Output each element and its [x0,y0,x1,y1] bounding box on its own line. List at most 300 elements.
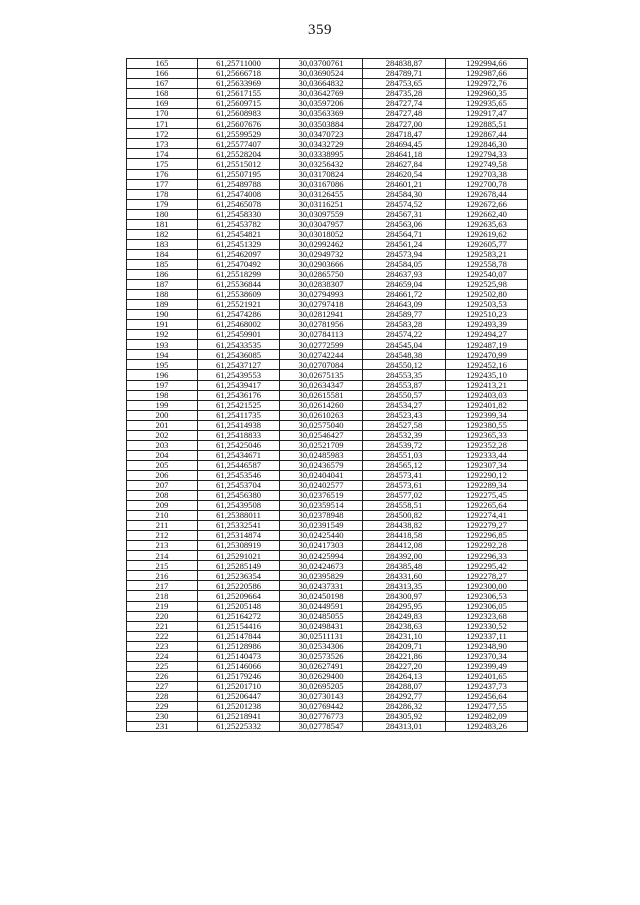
table-row [127,59,528,69]
y-coordinate-cell: 1292352,28 [446,440,528,450]
latitude-cell: 61,25154416 [198,621,280,631]
longitude-cell: 30,02627491 [280,661,363,671]
longitude-cell: 30,03563369 [280,109,363,119]
y-coordinate-cell: 1292452,16 [446,360,528,370]
point-number-cell: 180 [127,209,198,219]
latitude-cell: 61,25236354 [198,571,280,581]
x-coordinate-cell: 284694,45 [363,139,446,149]
x-coordinate-cell: 284583,28 [363,320,446,330]
latitude-cell: 61,25458330 [198,209,280,219]
longitude-cell: 30,02812941 [280,310,363,320]
table-row [127,581,528,591]
x-coordinate-cell: 284637,93 [363,269,446,279]
x-coordinate-cell: 284527,58 [363,420,446,430]
x-coordinate-cell: 284392,00 [363,551,446,561]
y-coordinate-cell: 1292278,27 [446,571,528,581]
longitude-cell: 30,02437331 [280,581,363,591]
y-coordinate-cell: 1292482,09 [446,712,528,722]
point-number-cell: 228 [127,691,198,701]
x-coordinate-cell: 284718,47 [363,129,446,139]
longitude-cell: 30,02395829 [280,571,363,581]
table-row [127,179,528,189]
y-coordinate-cell: 1292494,27 [446,330,528,340]
latitude-cell: 61,25474286 [198,310,280,320]
latitude-cell: 61,25128986 [198,641,280,651]
y-coordinate-cell: 1292435,10 [446,370,528,380]
longitude-cell: 30,02378948 [280,511,363,521]
longitude-cell: 30,03664832 [280,79,363,89]
point-number-cell: 225 [127,661,198,671]
longitude-cell: 30,02781956 [280,320,363,330]
longitude-cell: 30,02707084 [280,360,363,370]
latitude-cell: 61,25609715 [198,99,280,109]
latitude-cell: 61,25314874 [198,531,280,541]
point-number-cell: 222 [127,631,198,641]
latitude-cell: 61,25470492 [198,259,280,269]
table-row [127,129,528,139]
table-row [127,290,528,300]
latitude-cell: 61,25465078 [198,199,280,209]
point-number-cell: 173 [127,139,198,149]
y-coordinate-cell: 1292370,34 [446,651,528,661]
x-coordinate-cell: 284563,06 [363,219,446,229]
longitude-cell: 30,02498431 [280,621,363,631]
point-number-cell: 185 [127,259,198,269]
longitude-cell: 30,02695205 [280,681,363,691]
longitude-cell: 30,03116251 [280,199,363,209]
coordinates-table-body [127,59,528,732]
table-row [127,340,528,350]
longitude-cell: 30,02865750 [280,269,363,279]
point-number-cell: 231 [127,722,198,732]
y-coordinate-cell: 1292300,00 [446,581,528,591]
y-coordinate-cell: 1292296,85 [446,531,528,541]
x-coordinate-cell: 284661,72 [363,290,446,300]
table-row [127,531,528,541]
y-coordinate-cell: 1292401,65 [446,671,528,681]
table-row [127,561,528,571]
longitude-cell: 30,02634347 [280,380,363,390]
longitude-cell: 30,02485983 [280,450,363,460]
point-number-cell: 201 [127,420,198,430]
table-row [127,380,528,390]
longitude-cell: 30,02615581 [280,390,363,400]
longitude-cell: 30,02769442 [280,702,363,712]
point-number-cell: 174 [127,149,198,159]
y-coordinate-cell: 1292296,33 [446,551,528,561]
latitude-cell: 61,25439553 [198,370,280,380]
table-row [127,691,528,701]
y-coordinate-cell: 1292703,38 [446,169,528,179]
table-row [127,149,528,159]
point-number-cell: 167 [127,79,198,89]
x-coordinate-cell: 284548,38 [363,350,446,360]
table-row [127,269,528,279]
x-coordinate-cell: 284553,35 [363,370,446,380]
longitude-cell: 30,03097559 [280,209,363,219]
table-row [127,651,528,661]
latitude-cell: 61,25285149 [198,561,280,571]
y-coordinate-cell: 1292917,47 [446,109,528,119]
x-coordinate-cell: 284551,03 [363,450,446,460]
latitude-cell: 61,25538609 [198,290,280,300]
table-row [127,440,528,450]
table-row [127,551,528,561]
point-number-cell: 209 [127,501,198,511]
x-coordinate-cell: 284221,86 [363,651,446,661]
x-coordinate-cell: 284545,04 [363,340,446,350]
x-coordinate-cell: 284627,84 [363,159,446,169]
y-coordinate-cell: 1292275,45 [446,491,528,501]
point-number-cell: 189 [127,300,198,310]
point-number-cell: 168 [127,89,198,99]
table-row [127,159,528,169]
latitude-cell: 61,25418833 [198,430,280,440]
longitude-cell: 30,03690524 [280,69,363,79]
y-coordinate-cell: 1292279,27 [446,521,528,531]
longitude-cell: 30,02575040 [280,420,363,430]
point-number-cell: 198 [127,390,198,400]
point-number-cell: 172 [127,129,198,139]
table-row [127,681,528,691]
y-coordinate-cell: 1292867,44 [446,129,528,139]
point-number-cell: 211 [127,521,198,531]
point-number-cell: 193 [127,340,198,350]
point-number-cell: 166 [127,69,198,79]
x-coordinate-cell: 284238,63 [363,621,446,631]
table-row [127,511,528,521]
x-coordinate-cell: 284286,32 [363,702,446,712]
latitude-cell: 61,25666718 [198,69,280,79]
point-number-cell: 181 [127,219,198,229]
longitude-cell: 30,02797418 [280,300,363,310]
y-coordinate-cell: 1292885,51 [446,119,528,129]
y-coordinate-cell: 1292994,66 [446,59,528,69]
latitude-cell: 61,25518299 [198,269,280,279]
table-row [127,480,528,490]
table-row [127,280,528,290]
table-row [127,229,528,239]
longitude-cell: 30,02772599 [280,340,363,350]
latitude-cell: 61,25515012 [198,159,280,169]
table-row [127,390,528,400]
latitude-cell: 61,25577407 [198,139,280,149]
y-coordinate-cell: 1292365,33 [446,430,528,440]
x-coordinate-cell: 284550,12 [363,360,446,370]
table-row [127,541,528,551]
x-coordinate-cell: 284789,71 [363,69,446,79]
x-coordinate-cell: 284550,57 [363,390,446,400]
longitude-cell: 30,03018052 [280,229,363,239]
latitude-cell: 61,25507195 [198,169,280,179]
longitude-cell: 30,02546427 [280,430,363,440]
x-coordinate-cell: 284584,05 [363,259,446,269]
x-coordinate-cell: 284561,24 [363,239,446,249]
longitude-cell: 30,03503884 [280,119,363,129]
point-number-cell: 165 [127,59,198,69]
latitude-cell: 61,25462097 [198,249,280,259]
latitude-cell: 61,25459901 [198,330,280,340]
y-coordinate-cell: 1292333,44 [446,450,528,460]
point-number-cell: 169 [127,99,198,109]
longitude-cell: 30,02675135 [280,370,363,380]
x-coordinate-cell: 284727,00 [363,119,446,129]
x-coordinate-cell: 284209,71 [363,641,446,651]
latitude-cell: 61,25436085 [198,350,280,360]
point-number-cell: 229 [127,702,198,712]
y-coordinate-cell: 1292401,82 [446,400,528,410]
x-coordinate-cell: 284558,51 [363,501,446,511]
point-number-cell: 196 [127,370,198,380]
x-coordinate-cell: 284659,04 [363,280,446,290]
y-coordinate-cell: 1292380,55 [446,420,528,430]
longitude-cell: 30,02903666 [280,259,363,269]
x-coordinate-cell: 284584,30 [363,189,446,199]
point-number-cell: 224 [127,651,198,661]
table-row [127,89,528,99]
y-coordinate-cell: 1292972,76 [446,79,528,89]
table-row [127,641,528,651]
y-coordinate-cell: 1292619,62 [446,229,528,239]
x-coordinate-cell: 284313,01 [363,722,446,732]
point-number-cell: 226 [127,671,198,681]
x-coordinate-cell: 284385,48 [363,561,446,571]
y-coordinate-cell: 1292477,55 [446,702,528,712]
table-row [127,249,528,259]
latitude-cell: 61,25388011 [198,511,280,521]
x-coordinate-cell: 284412,08 [363,541,446,551]
latitude-cell: 61,25205148 [198,601,280,611]
latitude-cell: 61,25528204 [198,149,280,159]
latitude-cell: 61,25607676 [198,119,280,129]
longitude-cell: 30,02784113 [280,330,363,340]
table-row [127,169,528,179]
x-coordinate-cell: 284735,28 [363,89,446,99]
y-coordinate-cell: 1292483,26 [446,722,528,732]
point-number-cell: 205 [127,460,198,470]
point-number-cell: 221 [127,621,198,631]
latitude-cell: 61,25206447 [198,691,280,701]
longitude-cell: 30,02511131 [280,631,363,641]
latitude-cell: 61,25411735 [198,410,280,420]
point-number-cell: 212 [127,531,198,541]
point-number-cell: 215 [127,561,198,571]
table-row [127,430,528,440]
point-number-cell: 188 [127,290,198,300]
latitude-cell: 61,25332541 [198,521,280,531]
y-coordinate-cell: 1292470,99 [446,350,528,360]
table-row [127,470,528,480]
y-coordinate-cell: 1292399,49 [446,661,528,671]
table-row [127,330,528,340]
latitude-cell: 61,25425046 [198,440,280,450]
latitude-cell: 61,25456380 [198,491,280,501]
longitude-cell: 30,02425440 [280,531,363,541]
latitude-cell: 61,25147844 [198,631,280,641]
longitude-cell: 30,03338995 [280,149,363,159]
point-number-cell: 195 [127,360,198,370]
table-row [127,621,528,631]
table-row [127,189,528,199]
y-coordinate-cell: 1292306,05 [446,601,528,611]
longitude-cell: 30,02359514 [280,501,363,511]
point-number-cell: 219 [127,601,198,611]
point-number-cell: 184 [127,249,198,259]
latitude-cell: 61,25468002 [198,320,280,330]
longitude-cell: 30,02610263 [280,410,363,420]
y-coordinate-cell: 1292493,39 [446,320,528,330]
x-coordinate-cell: 284727,74 [363,99,446,109]
y-coordinate-cell: 1292290,12 [446,470,528,480]
table-row [127,209,528,219]
latitude-cell: 61,25608983 [198,109,280,119]
point-number-cell: 182 [127,229,198,239]
longitude-cell: 30,02449591 [280,601,363,611]
latitude-cell: 61,25179246 [198,671,280,681]
y-coordinate-cell: 1292487,19 [446,340,528,350]
x-coordinate-cell: 284331,60 [363,571,446,581]
latitude-cell: 61,25164272 [198,611,280,621]
latitude-cell: 61,25421525 [198,400,280,410]
longitude-cell: 30,02450198 [280,591,363,601]
point-number-cell: 217 [127,581,198,591]
latitude-cell: 61,25453704 [198,480,280,490]
point-number-cell: 210 [127,511,198,521]
latitude-cell: 61,25439508 [198,501,280,511]
x-coordinate-cell: 284573,41 [363,470,446,480]
longitude-cell: 30,03597206 [280,99,363,109]
table-row [127,199,528,209]
y-coordinate-cell: 1292502,80 [446,290,528,300]
latitude-cell: 61,25521921 [198,300,280,310]
y-coordinate-cell: 1292289,34 [446,480,528,490]
x-coordinate-cell: 284643,09 [363,300,446,310]
x-coordinate-cell: 284727,48 [363,109,446,119]
point-number-cell: 170 [127,109,198,119]
table-row [127,460,528,470]
point-number-cell: 206 [127,470,198,480]
table-row [127,360,528,370]
point-number-cell: 187 [127,280,198,290]
latitude-cell: 61,25617155 [198,89,280,99]
y-coordinate-cell: 1292274,41 [446,511,528,521]
table-row [127,400,528,410]
longitude-cell: 30,02730143 [280,691,363,701]
latitude-cell: 61,25446587 [198,460,280,470]
y-coordinate-cell: 1292306,53 [446,591,528,601]
latitude-cell: 61,25633969 [198,79,280,89]
longitude-cell: 30,02629400 [280,671,363,681]
x-coordinate-cell: 284574,22 [363,330,446,340]
y-coordinate-cell: 1292456,64 [446,691,528,701]
x-coordinate-cell: 284305,92 [363,712,446,722]
longitude-cell: 30,03256432 [280,159,363,169]
longitude-cell: 30,02485055 [280,611,363,621]
latitude-cell: 61,25291021 [198,551,280,561]
table-row [127,139,528,149]
latitude-cell: 61,25454821 [198,229,280,239]
latitude-cell: 61,25474008 [198,189,280,199]
table-row [127,501,528,511]
table-row [127,219,528,229]
longitude-cell: 30,02992462 [280,239,363,249]
y-coordinate-cell: 1292413,21 [446,380,528,390]
x-coordinate-cell: 284567,31 [363,209,446,219]
x-coordinate-cell: 284753,65 [363,79,446,89]
longitude-cell: 30,03126455 [280,189,363,199]
x-coordinate-cell: 284564,71 [363,229,446,239]
x-coordinate-cell: 284589,77 [363,310,446,320]
table-row [127,671,528,681]
x-coordinate-cell: 284288,07 [363,681,446,691]
y-coordinate-cell: 1292635,63 [446,219,528,229]
point-number-cell: 200 [127,410,198,420]
point-number-cell: 227 [127,681,198,691]
longitude-cell: 30,02742244 [280,350,363,360]
longitude-cell: 30,02404041 [280,470,363,480]
y-coordinate-cell: 1292348,90 [446,641,528,651]
y-coordinate-cell: 1292330,52 [446,621,528,631]
x-coordinate-cell: 284620,54 [363,169,446,179]
x-coordinate-cell: 284292,77 [363,691,446,701]
latitude-cell: 61,25451329 [198,239,280,249]
x-coordinate-cell: 284553,87 [363,380,446,390]
latitude-cell: 61,25434671 [198,450,280,460]
table-row [127,450,528,460]
table-row [127,722,528,732]
latitude-cell: 61,25711000 [198,59,280,69]
longitude-cell: 30,02614260 [280,400,363,410]
point-number-cell: 191 [127,320,198,330]
latitude-cell: 61,25437127 [198,360,280,370]
point-number-cell: 186 [127,269,198,279]
y-coordinate-cell: 1292399,34 [446,410,528,420]
point-number-cell: 214 [127,551,198,561]
table-row [127,591,528,601]
y-coordinate-cell: 1292307,34 [446,460,528,470]
table-row [127,79,528,89]
table-row [127,320,528,330]
y-coordinate-cell: 1292846,30 [446,139,528,149]
point-number-cell: 197 [127,380,198,390]
latitude-cell: 61,25308919 [198,541,280,551]
table-row [127,601,528,611]
x-coordinate-cell: 284534,27 [363,400,446,410]
point-number-cell: 183 [127,239,198,249]
longitude-cell: 30,03167086 [280,179,363,189]
longitude-cell: 30,02521709 [280,440,363,450]
longitude-cell: 30,02424673 [280,561,363,571]
latitude-cell: 61,25433535 [198,340,280,350]
y-coordinate-cell: 1292678,44 [446,189,528,199]
longitude-cell: 30,02417303 [280,541,363,551]
page-number: 359 [308,22,332,38]
point-number-cell: 213 [127,541,198,551]
y-coordinate-cell: 1292583,21 [446,249,528,259]
latitude-cell: 61,25140473 [198,651,280,661]
point-number-cell: 194 [127,350,198,360]
longitude-cell: 30,02436579 [280,460,363,470]
x-coordinate-cell: 284601,21 [363,179,446,189]
y-coordinate-cell: 1292987,66 [446,69,528,79]
point-number-cell: 220 [127,611,198,621]
y-coordinate-cell: 1292295,42 [446,561,528,571]
longitude-cell: 30,02949732 [280,249,363,259]
x-coordinate-cell: 284523,43 [363,410,446,420]
table-row [127,611,528,621]
latitude-cell: 61,25439417 [198,380,280,390]
table-row [127,631,528,641]
